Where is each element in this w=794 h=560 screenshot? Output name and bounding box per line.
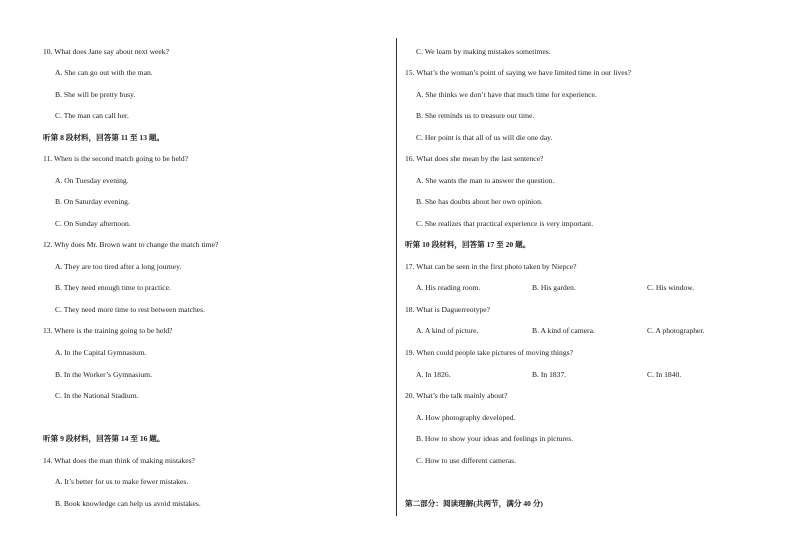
q16-option-b: B. She has doubts about her own opinion. [416, 197, 543, 206]
q12-option-c: C. They need more time to rest between matches. [55, 305, 205, 314]
q19-option-b: B. In 1837. [532, 370, 567, 379]
q20-option-c: C. How to use different cameras. [416, 456, 517, 465]
section-8-instruction: 听第 8 段材料，回答第 11 至 13 题。 [43, 133, 165, 142]
question-19: 19. When could people take pictures of moving things? [405, 348, 573, 357]
q15-option-b: B. She reminds us to treasure our time. [416, 111, 535, 120]
q17-option-a: A. His reading room. [416, 283, 481, 292]
q13-option-a: A. In the Capital Gymnasium. [55, 348, 147, 357]
question-11: 11. When is the second match going to be held? [43, 154, 189, 163]
section-10-instruction: 听第 10 段材料，回答第 17 至 20 题。 [405, 240, 531, 249]
question-12: 12. Why does Mr. Brown want to change the match time? [43, 240, 219, 249]
question-18: 18. What is Daguerreotype? [405, 305, 491, 314]
q19-option-c: C. In 1840. [647, 370, 682, 379]
question-13: 13. Where is the training going to be held? [43, 326, 173, 335]
q20-option-a: A. How photography developed. [416, 413, 516, 422]
question-17: 17. What can be seen in the first photo taken by Niepce? [405, 262, 577, 271]
q18-option-a: A. A kind of picture. [416, 326, 479, 335]
left-column [0, 0, 396, 560]
q18-option-c: C. A photographer. [647, 326, 705, 335]
question-16: 16. What does she mean by the last sentence? [405, 154, 544, 163]
q11-option-b: B. On Saturday evening. [55, 197, 130, 206]
right-column [398, 0, 794, 560]
q18-option-b: B. A kind of camera. [532, 326, 595, 335]
q15-option-a: A. She thinks we don’t have that much time for experience. [416, 90, 597, 99]
question-20: 20. What’s the talk mainly about? [405, 391, 508, 400]
q13-option-b: B. In the Worker’s Gymnasium. [55, 370, 152, 379]
q14-option-b: B. Book knowledge can help us avoid mistakes. [55, 499, 201, 508]
q10-option-a: A. She can go out with the man. [55, 68, 153, 77]
q11-option-c: C. On Sunday afternoon. [55, 219, 131, 228]
q12-option-b: B. They need enough time to practice. [55, 283, 171, 292]
q12-option-a: A. They are too tired after a long journey. [55, 262, 182, 271]
question-15: 15. What’s the woman’s point of saying we have limited time in our lives? [405, 68, 631, 77]
q16-option-a: A. She wants the man to answer the question. [416, 176, 555, 185]
q19-option-a: A. In 1826. [416, 370, 451, 379]
q10-option-b: B. She will be pretty busy. [55, 90, 136, 99]
question-14: 14. What does the man think of making mistakes? [43, 456, 195, 465]
q20-option-b: B. How to show your ideas and feelings in pictures. [416, 434, 574, 443]
q15-option-c: C. Her point is that all of us will die one day. [416, 133, 553, 142]
q17-option-b: B. His garden. [532, 283, 576, 292]
section-9-instruction: 听第 9 段材料，回答第 14 至 16 题。 [43, 434, 165, 443]
q16-option-c: C. She realizes that practical experience is very important. [416, 219, 594, 228]
q14-option-a: A. It’s better for us to make fewer mistakes. [55, 477, 189, 486]
q10-option-c: C. The man can call her. [55, 111, 129, 120]
q17-option-c: C. His window. [647, 283, 695, 292]
q13-option-c: C. In the National Stadium. [55, 391, 139, 400]
question-10: 10. What does Jane say about next week? [43, 47, 169, 56]
q11-option-a: A. On Tuesday evening. [55, 176, 129, 185]
column-divider [396, 38, 397, 516]
q14-option-c: C. We learn by making mistakes sometimes. [416, 47, 551, 56]
part-2-heading: 第二部分：阅读理解(共两节，满分 40 分) [405, 499, 543, 508]
